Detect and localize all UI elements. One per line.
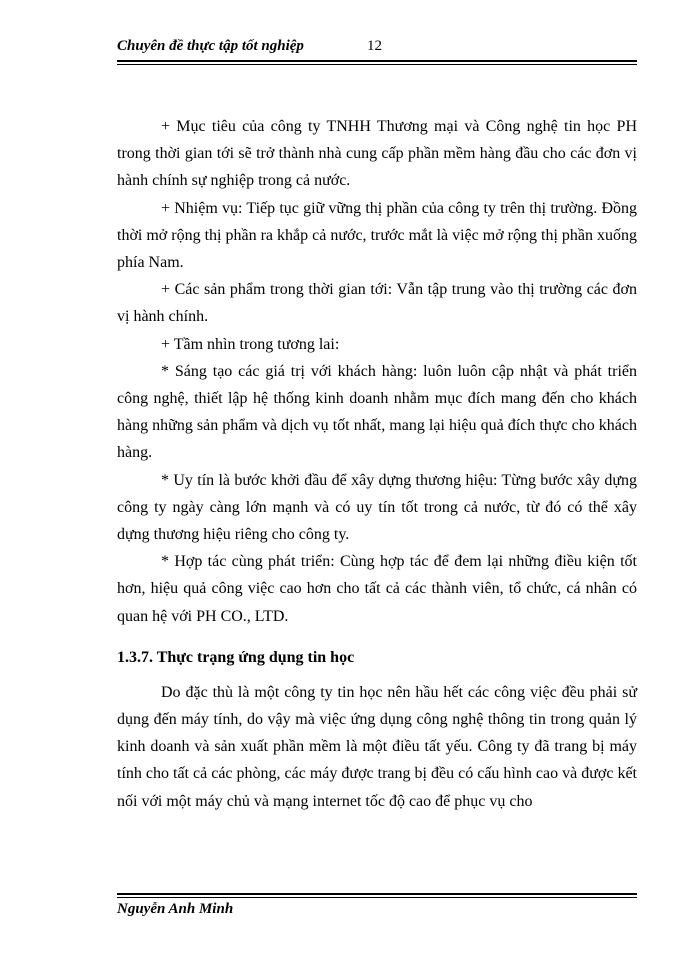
paragraph-vision-creativity: * Sáng tạo các giá trị với khách hàng: luôn luôn cập nhật và phát triển công nghệ, thiết lập hệ thống kinh doanh nhằm mục đích mang đến cho khách hàng những sản phẩm và dịch vụ tốt nhất, mang lại hiệu quả đích thực cho khách hàng. (117, 362, 637, 462)
footer-divider (117, 893, 637, 898)
page-number: 12 (367, 38, 382, 54)
paragraph-vision-reputation: * Uy tín là bước khởi đầu để xây dựng thương hiệu: Từng bước xây dựng công ty ngày càng lớn mạnh và có uy tín tốt trong cả nước, từ đó có thể xây dựng thương hiệu riêng cho công ty. (117, 471, 637, 544)
section-heading: 1.3.7. Thực trạng ứng dụng tin học (117, 648, 355, 666)
paragraph-mission: + Nhiệm vụ: Tiếp tục giữ vững thị phần của công ty trên thị trường. Đồng thời mở rộng thị phần ra khắp cả nước, trước mắt là việc mở rộng thị phần xuống phía Nam. (117, 199, 637, 272)
paragraph-products: + Các sản phẩm trong thời gian tới: Vẫn tập trung vào thị trường các đơn vị hành chính. (117, 281, 637, 326)
paragraph-it-status: Do đặc thù là một công ty tin học nên hầu hết các công việc đều phải sử dụng đến máy tính, do vậy mà việc ứng dụng công nghệ thông tin trong quản lý kinh doanh và sản xuất phần mềm là một điều tất yếu. Công ty đã trang bị máy tính cho tất cả các phòng, các máy được trang bị đều có cấu hình cao và được kết nối với một máy chủ và mạng internet tốc độ cao để phục vụ cho (117, 683, 637, 810)
body-text (117, 113, 637, 815)
page-header (117, 36, 637, 58)
paragraph-vision-cooperation: * Hợp tác cùng phát triển: Cùng hợp tác để đem lại những điều kiện tốt hơn, hiệu quả công việc cao hơn cho tất cả các thành viên, tổ chức, cá nhân có quan hệ với PH CO., LTD. (117, 553, 637, 625)
paragraph-goal: + Mục tiêu của công ty TNHH Thương mại và Công nghệ tin học PH trong thời gian tới sẽ trở thành nhà cung cấp phần mềm hàng đầu cho các đơn vị hành chính sự nghiệp trong cả nước. (117, 118, 637, 190)
header-divider (117, 60, 637, 65)
footer-author: Nguyễn Anh Minh (117, 901, 234, 917)
header-title: Chuyên đề thực tập tốt nghiệp (117, 38, 304, 54)
paragraph-vision: + Tầm nhìn trong tương lai: (161, 335, 340, 353)
